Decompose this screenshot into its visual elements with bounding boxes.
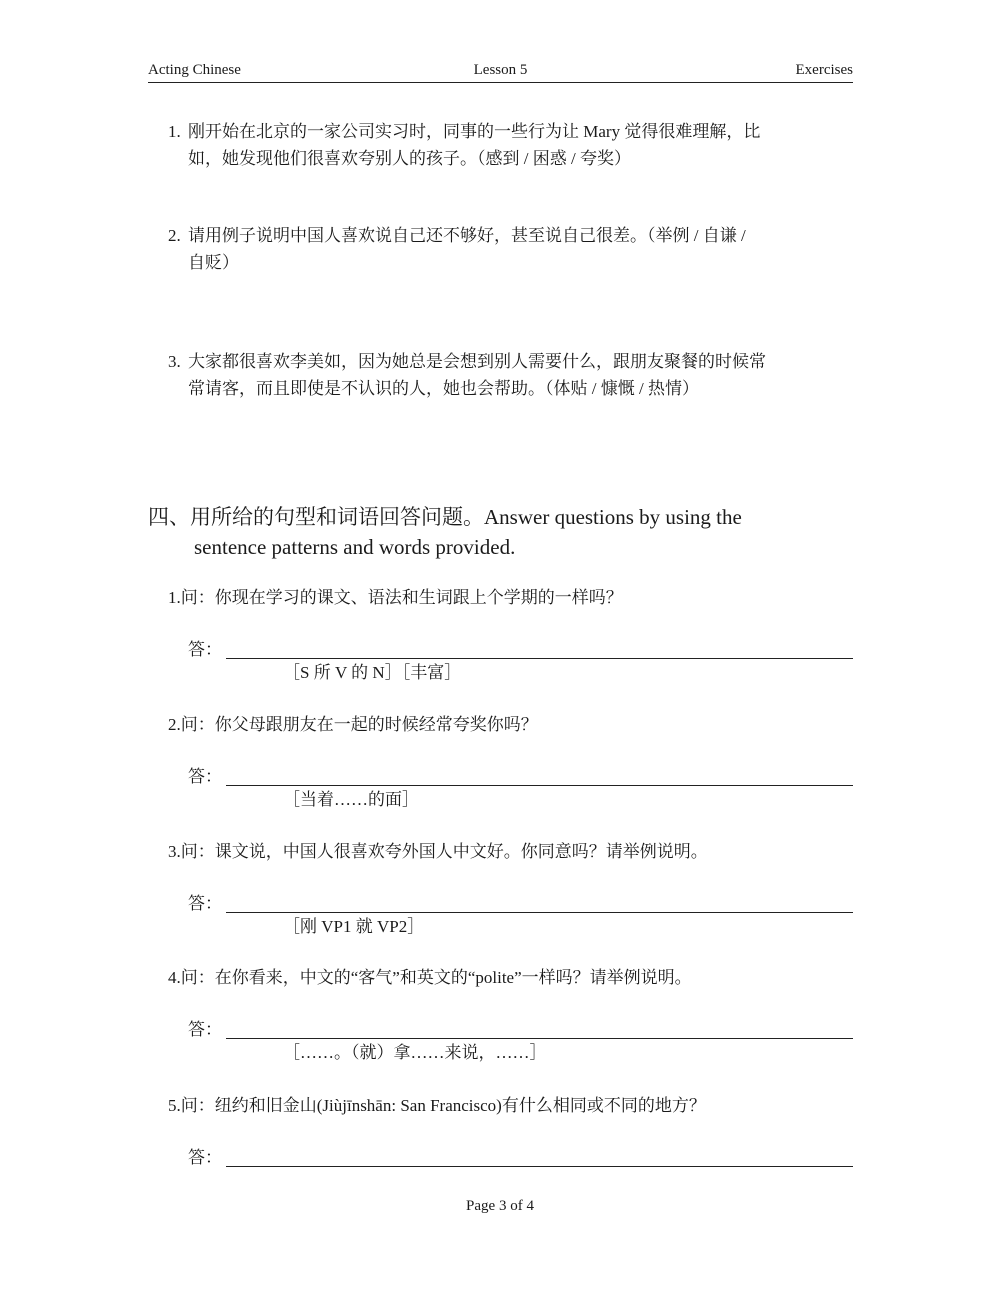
question-text: 问：在你看来，中文的“客气”和英文的“polite”一样吗？请举例说明。 [180,968,692,987]
answer-line[interactable] [226,658,853,659]
page-number: Page 3 of 4 [466,1198,534,1214]
answer-field-3[interactable] [188,889,853,913]
question-number: 5. [168,1096,181,1115]
answer-label: 答： [188,1020,222,1039]
question-3 [168,840,858,864]
hint-4: ［……。（就）拿……来说，……］ [283,1043,547,1062]
answer-label: 答： [188,640,222,659]
exercise-item-2 [168,222,858,276]
answer-line[interactable] [226,785,853,786]
question-number: 2. [168,715,181,734]
hint-1: ［S 所 V 的 N］［丰富］ [283,663,462,682]
question-number: 1. [168,588,181,607]
section-title-line2: sentence patterns and words provided. [194,535,516,559]
answer-line[interactable] [226,1038,853,1039]
item-number: 1. [168,122,181,141]
answer-label: 答： [188,1148,222,1167]
question-number: 4. [168,968,181,987]
answer-field-5[interactable] [188,1143,853,1167]
item-text-line1: 请用例子说明中国人喜欢说自己还不够好，甚至说自己很差。（举例 / 自谦 / [188,226,746,245]
exercise-item-3 [168,348,858,402]
answer-field-1[interactable] [188,635,853,659]
question-2 [168,713,858,737]
question-text: 问：课文说，中国人很喜欢夸外国人中文好。你同意吗？请举例说明。 [180,842,708,861]
answer-line[interactable] [226,1166,853,1167]
item-number: 2. [168,226,181,245]
item-number: 3. [168,352,181,371]
header-course-title: Acting Chinese [148,62,241,78]
question-text: 问：你现在学习的课文、语法和生词跟上个学期的一样吗？ [180,588,623,607]
question-number: 3. [168,842,181,861]
hint-2: ［当着……的面］ [283,790,419,809]
item-text-line1: 刚开始在北京的一家公司实习时，同事的一些行为让 Mary 觉得很难理解，比 [188,122,761,141]
page-header [148,60,853,83]
hint-3: ［刚 VP1 就 VP2］ [283,917,425,936]
header-section: Exercises [795,62,853,78]
item-text-line2: 如，她发现他们很喜欢夸别人的孩子。（感到 / 困惑 / 夸奖） [188,149,631,168]
item-text-line1: 大家都很喜欢李美如，因为她总是会想到别人需要什么，跟朋友聚餐的时候常 [188,352,766,371]
header-lesson: Lesson 5 [473,62,528,78]
item-text-line2: 自贬） [188,253,239,272]
answer-label: 答： [188,894,222,913]
item-text-line2: 常请客，而且即使是不认识的人，她也会帮助。（体贴 / 慷慨 / 热情） [188,379,699,398]
answer-label: 答： [188,767,222,786]
section-4-title [148,502,868,562]
exercise-item-1 [168,118,858,172]
question-1 [168,586,858,610]
section-title-line1: 四、用所给的句型和词语回答问题。Answer questions by using the [148,505,742,529]
answer-field-4[interactable] [188,1015,853,1039]
answer-field-2[interactable] [188,762,853,786]
answer-line[interactable] [226,912,853,913]
question-5 [168,1094,858,1118]
question-text: 问：纽约和旧金山(Jiùjīnshān: San Francisco)有什么相同或不同的地方？ [180,1096,706,1115]
question-4 [168,966,858,990]
question-text: 问：你父母跟朋友在一起的时候经常夸奖你吗？ [180,715,538,734]
